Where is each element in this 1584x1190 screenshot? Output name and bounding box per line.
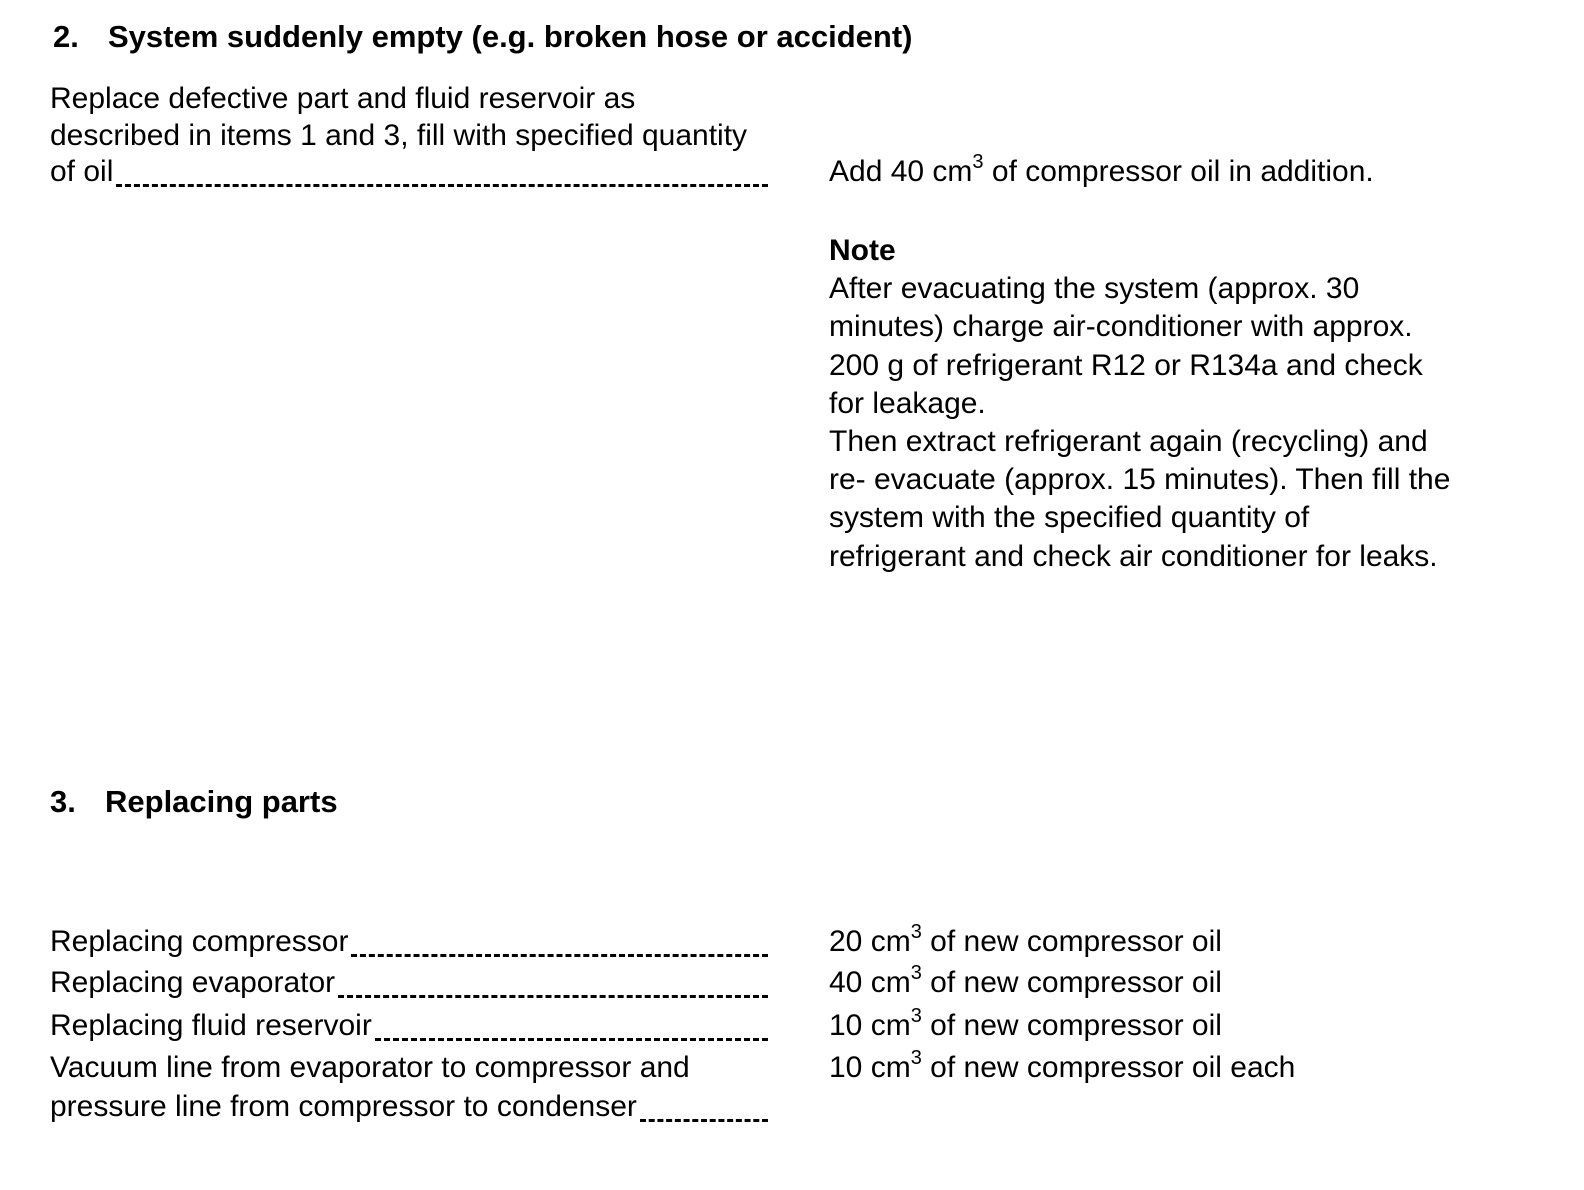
section-2-text-line-1: Replace defective part and fluid reservoir as (50, 82, 636, 115)
dotted-leader (375, 1034, 768, 1041)
note-line-1: After evacuating the system (approx. 30 (829, 272, 1360, 306)
note-line-3: 200 g of refrigerant R12 or R134a and check (829, 348, 1423, 382)
oil-amount-superscript: 3 (972, 151, 984, 173)
note-line-8: refrigerant and check air conditioner for leaks. (829, 539, 1438, 573)
section-2-text-line-2: described in items 1 and 3, fill with specified quantity (50, 119, 748, 152)
parts-row-lines (50, 1088, 768, 1126)
section-2-text-line-3: of oil (50, 155, 114, 188)
dotted-leader (338, 991, 768, 998)
parts-row-amount (829, 923, 1222, 961)
dotted-leader (351, 950, 768, 957)
parts-row-label: Replacing compressor (50, 925, 349, 958)
amount-prefix: 20 cm (829, 925, 911, 958)
parts-row-amount (829, 964, 1222, 1002)
note-line-7: system with the specified quantity of (829, 501, 1310, 535)
amount-superscript: 3 (910, 921, 922, 943)
amount-suffix: of new compressor oil (921, 1009, 1222, 1042)
parts-row-evaporator (50, 964, 768, 1002)
oil-amount-prefix: Add 40 cm (829, 155, 973, 188)
section-2-number: 2. (53, 19, 79, 54)
note-line-5: Then extract refrigerant again (recycling) and (829, 425, 1428, 459)
parts-row-amount (829, 1049, 1295, 1087)
parts-row-lines-label-2: pressure line from compressor to condenser (50, 1090, 637, 1123)
dotted-leader (640, 1115, 768, 1122)
parts-row-label: Replacing fluid reservoir (50, 1009, 372, 1042)
amount-prefix: 10 cm (829, 1009, 911, 1042)
amount-suffix: of new compressor oil (921, 966, 1222, 999)
amount-superscript: 3 (910, 1005, 922, 1027)
parts-row-compressor (50, 923, 768, 961)
parts-row-fluid-reservoir (50, 1007, 768, 1045)
amount-superscript: 3 (910, 1047, 922, 1069)
parts-row-label: Replacing evaporator (50, 966, 336, 999)
amount-suffix: of new compressor oil each (921, 1051, 1296, 1084)
section-2-oil-amount (829, 153, 1374, 191)
amount-superscript: 3 (910, 962, 922, 984)
section-2-title: System suddenly empty (e.g. broken hose or accident) (108, 19, 913, 54)
amount-prefix: 40 cm (829, 966, 911, 999)
note-title: Note (829, 234, 896, 267)
note-line-4: for leakage. (829, 386, 986, 420)
section-3-heading (50, 783, 338, 821)
note-block (829, 232, 1549, 576)
note-line-6: re- evacuate (approx. 15 minutes). Then fill the (829, 463, 1451, 497)
section-2-heading (53, 18, 913, 56)
amount-suffix: of new compressor oil (921, 925, 1222, 958)
oil-amount-suffix: of compressor oil in addition. (983, 155, 1374, 188)
note-line-2: minutes) charge air-conditioner with approx. (829, 310, 1413, 344)
parts-row-amount (829, 1007, 1222, 1045)
section-3-title: Replacing parts (105, 784, 338, 819)
dotted-leader (116, 180, 768, 187)
parts-row-lines-label-1: Vacuum line from evaporator to compressor and (50, 1051, 690, 1084)
section-3-number: 3. (50, 784, 76, 819)
amount-prefix: 10 cm (829, 1051, 911, 1084)
section-2-oil-row (50, 153, 768, 191)
